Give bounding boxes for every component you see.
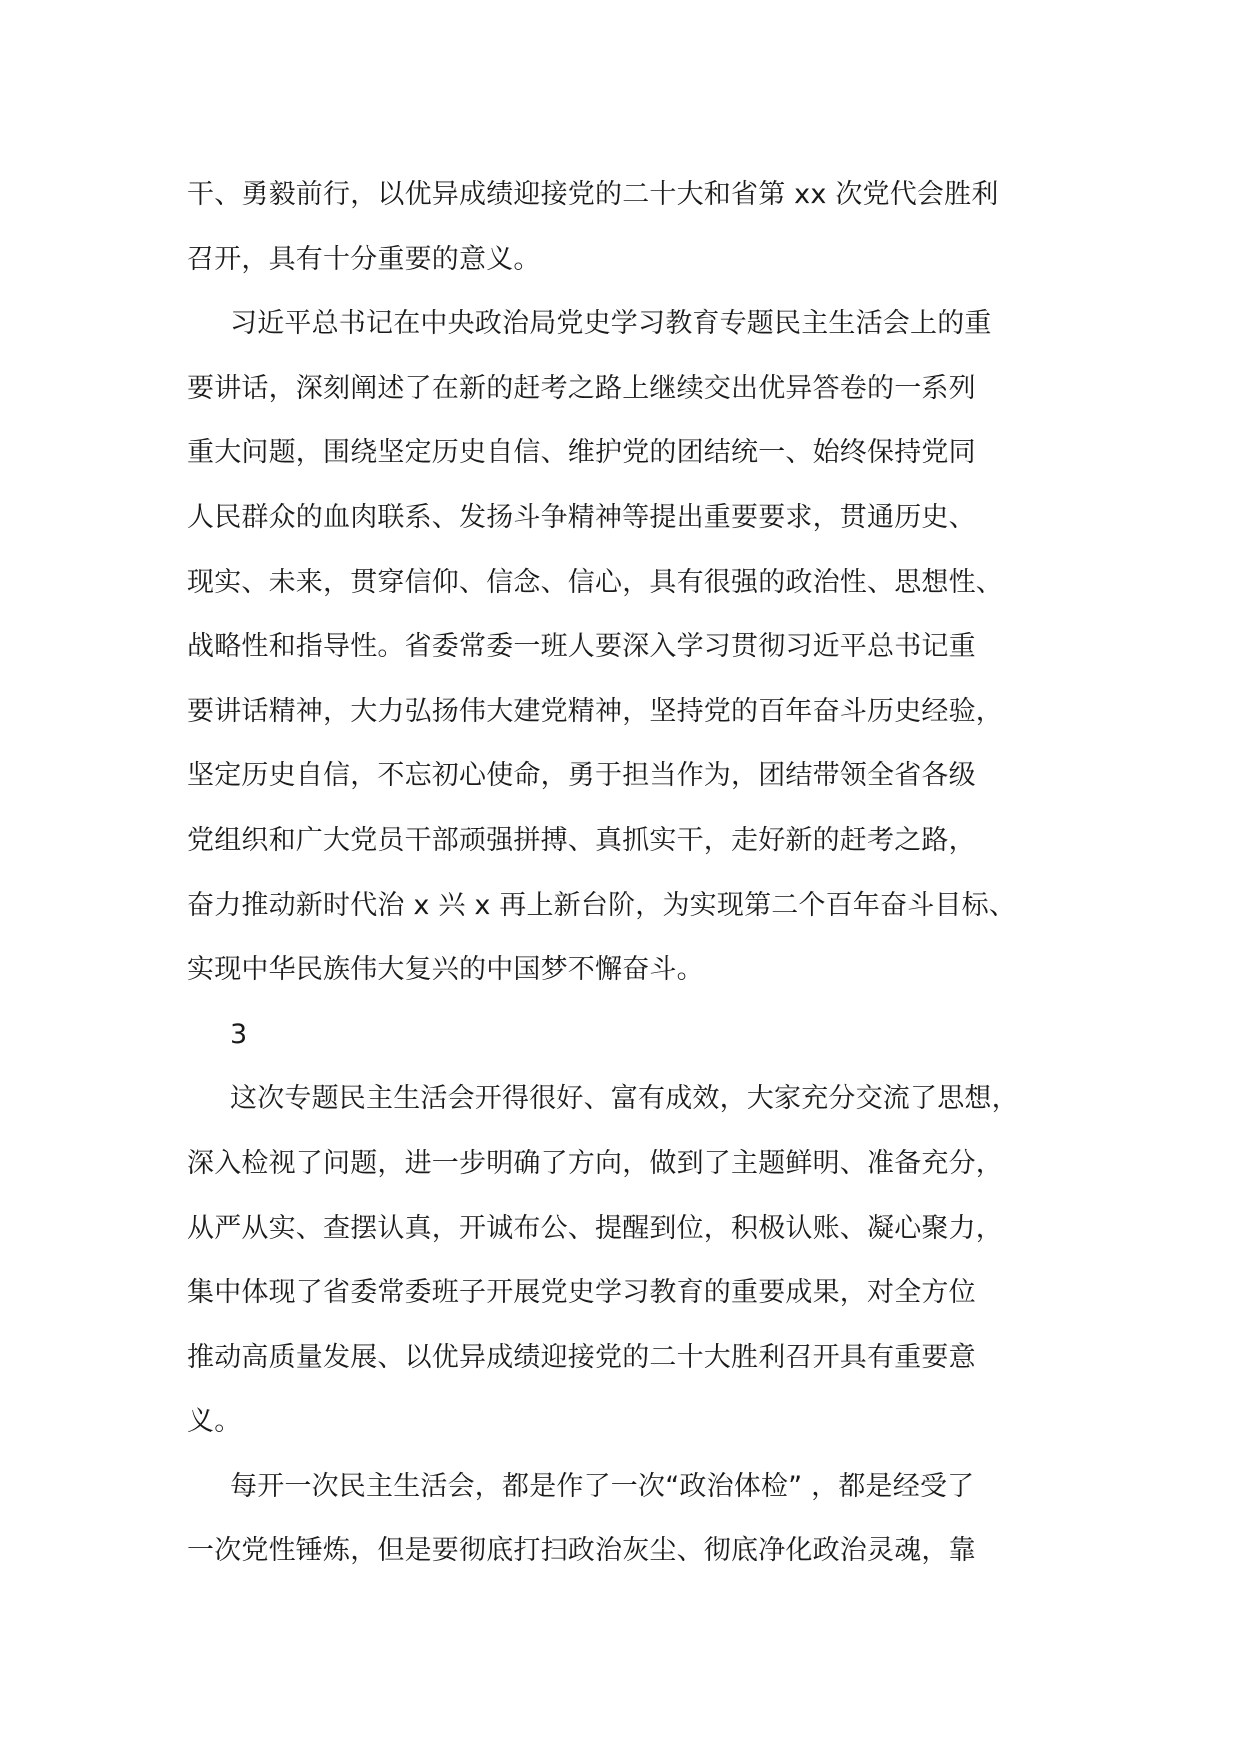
text-line: 一次党性锤炼，但是要彻底打扫政治灰尘、彻底净化政治灵魂，靠 [187,1535,976,1567]
text-line: 战略性和指导性。省委常委一班人要深入学习贯彻习近平总书记重 [187,631,976,663]
text-line: 要讲话精神，大力弘扬伟大建党精神，坚持党的百年奋斗历史经验， [187,695,1003,727]
text-line: 义。 [187,1406,242,1438]
text-line: 实现中华民族伟大复兴的中国梦不懈奋斗。 [187,954,704,986]
text-line: 人民群众的血肉联系、发扬斗争精神等提出重要要求，贯通历史、 [187,501,976,533]
text-line: 要讲话，深刻阐述了在新的赶考之路上继续交出优异答卷的一系列 [187,372,976,404]
text-line: 现实、未来，贯穿信仰、信念、信心，具有很强的政治性、思想性、 [187,566,1003,598]
text-line: 重大问题，围绕坚定历史自信、维护党的团结统一、始终保持党同 [187,437,976,469]
text-line: 坚定历史自信，不忘初心使命，勇于担当作为，团结带领全省各级 [187,760,976,792]
text-line: 每开一次民主生活会，都是作了一次“政治体检” ，都是经受了 [230,1470,975,1502]
text-line: 干、勇毅前行，以优异成绩迎接党的二十大和省第 xx 次党代会胜利 [187,179,999,210]
text-line: 召开，具有十分重要的意义。 [187,243,541,275]
text-line: 3 [230,1018,248,1050]
text-line: 这次专题民主生活会开得很好、富有成效，大家充分交流了思想， [230,1083,1019,1115]
text-line: 习近平总书记在中央政治局党史学习教育专题民主生活会上的重 [230,308,992,340]
text-line: 深入检视了问题，进一步明确了方向，做到了主题鲜明、准备充分， [187,1147,1003,1179]
text-line: 党组织和广大党员干部顽强拼搏、真抓实干，走好新的赶考之路， [187,824,976,856]
body-text [187,163,1087,1584]
text-line: 从严从实、查摆认真，开诚布公、提醒到位，积极认账、凝心聚力， [187,1212,1003,1244]
text-line: 集中体现了省委常委班子开展党史学习教育的重要成果，对全方位 [187,1277,976,1309]
text-line: 推动高质量发展、以优异成绩迎接党的二十大胜利召开具有重要意 [187,1341,976,1373]
text-line: 奋力推动新时代治 x 兴 x 再上新台阶，为实现第二个百年奋斗目标、 [187,889,1017,921]
